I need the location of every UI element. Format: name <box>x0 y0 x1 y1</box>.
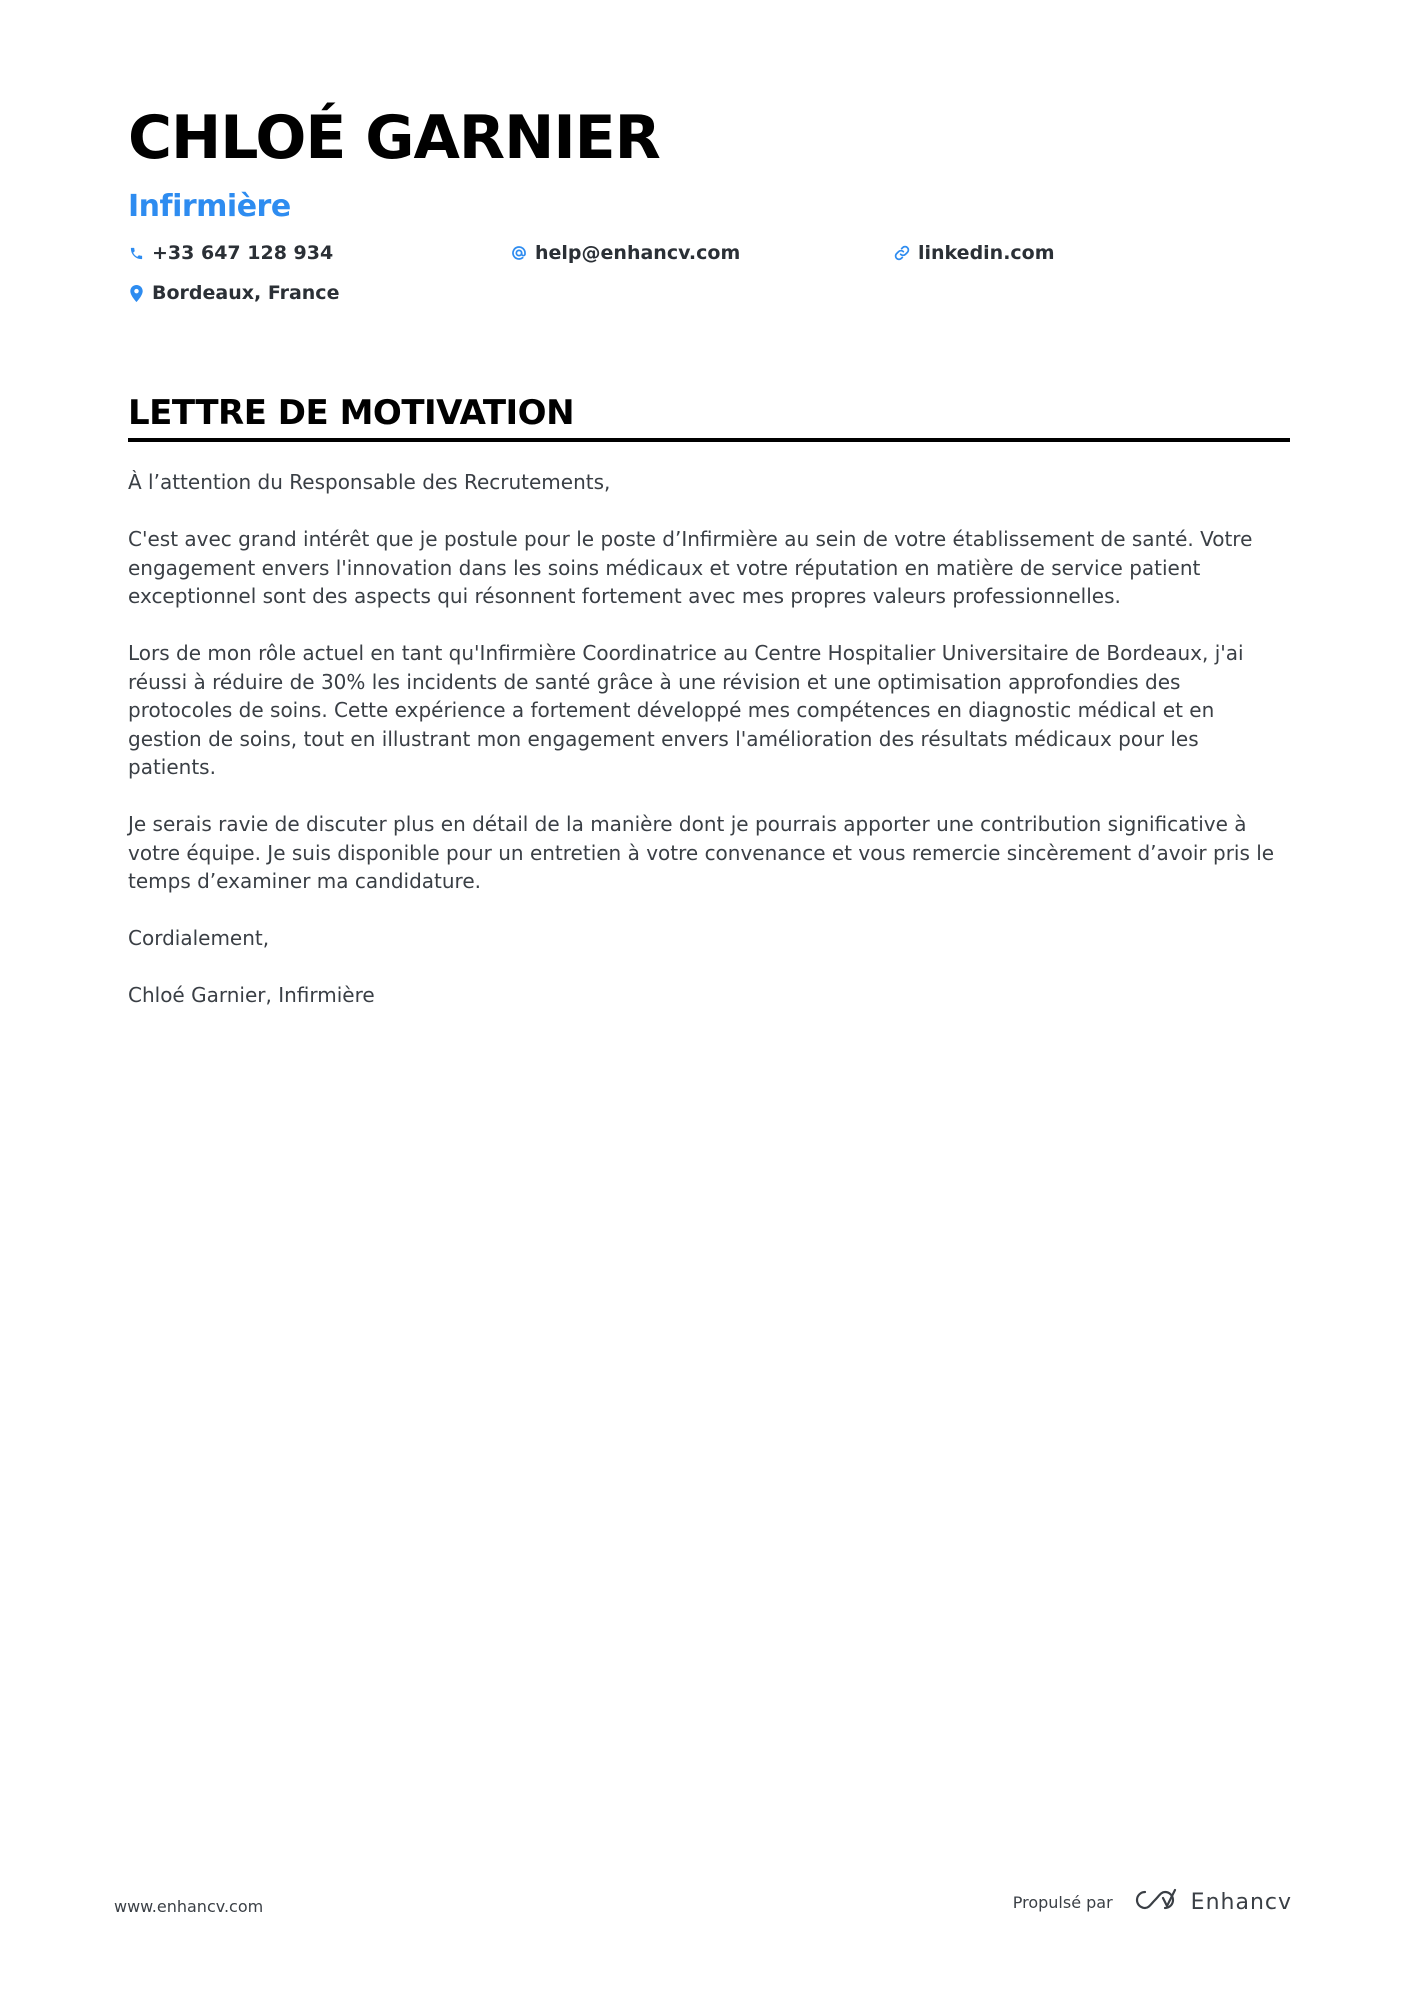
brand-name: Enhancv <box>1190 1889 1292 1915</box>
candidate-title: Infirmière <box>128 189 291 224</box>
contact-location <box>128 282 339 304</box>
at-icon <box>511 244 527 262</box>
letter-salutation: À l’attention du Responsable des Recrutements, <box>128 470 611 494</box>
letter-closing: Cordialement, <box>128 926 270 950</box>
email-text: help@enhancv.com <box>535 242 741 264</box>
phone-icon <box>128 244 144 262</box>
section-title: LETTRE DE MOTIVATION <box>128 393 575 433</box>
link-icon <box>894 244 910 262</box>
phone-text: +33 647 128 934 <box>152 242 334 264</box>
location-text: Bordeaux, France <box>152 282 340 304</box>
footer-branding <box>1013 1888 1292 1916</box>
footer-website: www.enhancv.com <box>114 1897 264 1916</box>
contact-link <box>894 242 1055 264</box>
powered-by-label: Propulsé par <box>1012 1892 1113 1912</box>
map-pin-icon <box>128 284 144 302</box>
candidate-name: CHLOÉ GARNIER <box>128 103 660 173</box>
section-divider <box>128 438 1290 442</box>
link-text: linkedin.com <box>918 242 1055 264</box>
letter-paragraph: Lors de mon rôle actuel en tant qu'Infirmière Coordinatrice au Centre Hospitalier Universitaire de Bordeaux, j'ai réussi à réduire de 30% les incidents de santé grâce à une révision et une optimisation approfondies des protocoles de soins. Cette expérience a fortement développé mes compétences en diagnostic médical et en gestion de soins, tout en illustrant mon engagement envers l'amélioration des résultats médicaux pour les patients. <box>128 641 1244 779</box>
letter-body <box>128 468 1290 1038</box>
letter-signature: Chloé Garnier, Infirmière <box>128 983 375 1007</box>
letter-paragraph: Je serais ravie de discuter plus en détail de la manière dont je pourrais apporter une contribution significative à votre équipe. Je suis disponible pour un entretien à votre convenance et vous remercie sincèrement d’avoir pris le temps d’examiner ma candidature. <box>128 812 1275 893</box>
enhancv-logo-icon <box>1133 1888 1179 1916</box>
contact-email <box>511 242 740 264</box>
letter-paragraph: C'est avec grand intérêt que je postule pour le poste d’Infirmière au sein de votre établissement de santé. Votre engagement envers l'innovation dans les soins médicaux et votre réputation en matière de service patient exceptionnel sont des aspects qui résonnent fortement avec mes propres valeurs professionnelles. <box>128 527 1253 608</box>
contact-phone <box>128 242 333 264</box>
